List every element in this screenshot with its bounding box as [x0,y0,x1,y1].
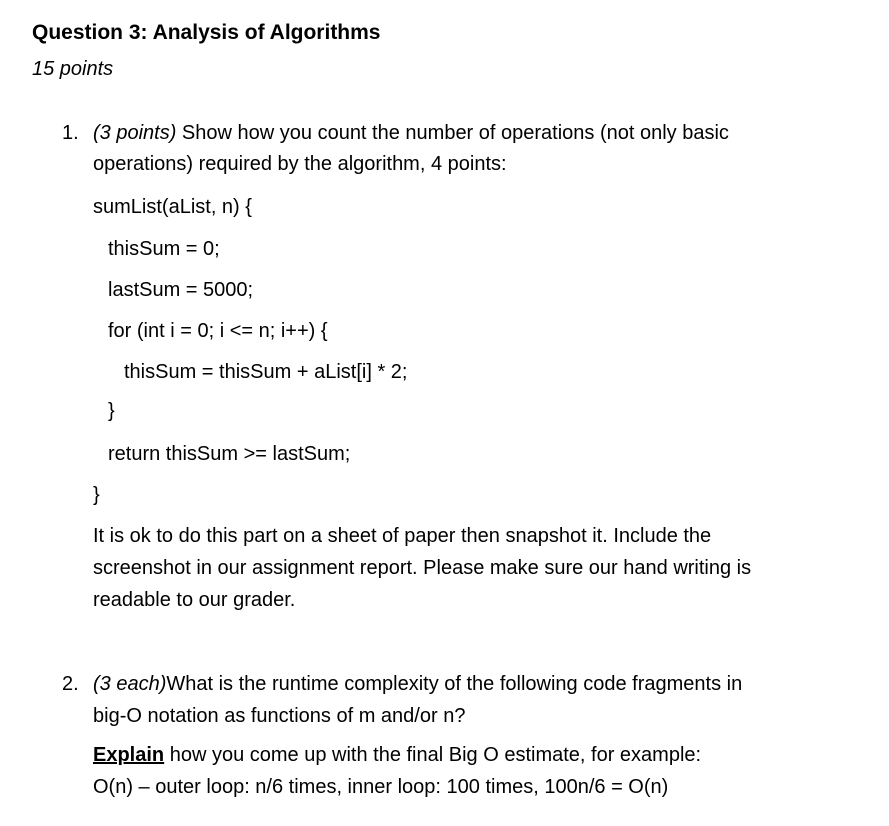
explain-rest: how you come up with the final Big O estimate, for example: [164,744,702,766]
q1-note-line: screenshot in our assignment report. Please make sure our hand writing is [93,557,752,579]
q2-explain-line [93,744,701,767]
q2-example: O(n) – outer loop: n/6 times, inner loop: 100 times, 100n/6 = O(n) [93,776,669,798]
q2-text-line2: big-O notation as functions of m and/or n? [93,705,466,727]
code-line: lastSum = 5000; [108,279,254,301]
q1-points-label: (3 points) [93,122,177,144]
code-line: for (int i = 0; i <= n; i++) { [108,320,328,342]
q1-text-line2: operations) required by the algorithm, 4 points: [93,153,507,175]
q1-note-line: readable to our grader. [93,589,296,611]
code-line: sumList(aList, n) { [93,196,252,218]
q2-text-line1-rest: What is the runtime complexity of the following code fragments in [166,673,743,695]
q2-text-line1 [93,673,742,696]
question-title: Question 3: Analysis of Algorithms [32,21,381,44]
q1-text-line1 [93,122,729,145]
q2-number: 2. [62,673,79,695]
code-line: } [93,484,100,506]
q1-text-line1-rest: Show how you count the number of operations (not only basic [176,122,729,144]
q2-points-label: (3 each) [93,673,167,695]
explain-word: Explain [93,744,165,766]
code-line: } [108,400,115,422]
code-line: thisSum = thisSum + aList[i] * 2; [124,361,408,383]
code-line: thisSum = 0; [108,238,220,260]
question-points: 15 points [32,58,114,80]
q1-note-line: It is ok to do this part on a sheet of paper then snapshot it. Include the [93,525,712,547]
code-line: return thisSum >= lastSum; [108,443,351,465]
q1-number: 1. [62,122,79,144]
